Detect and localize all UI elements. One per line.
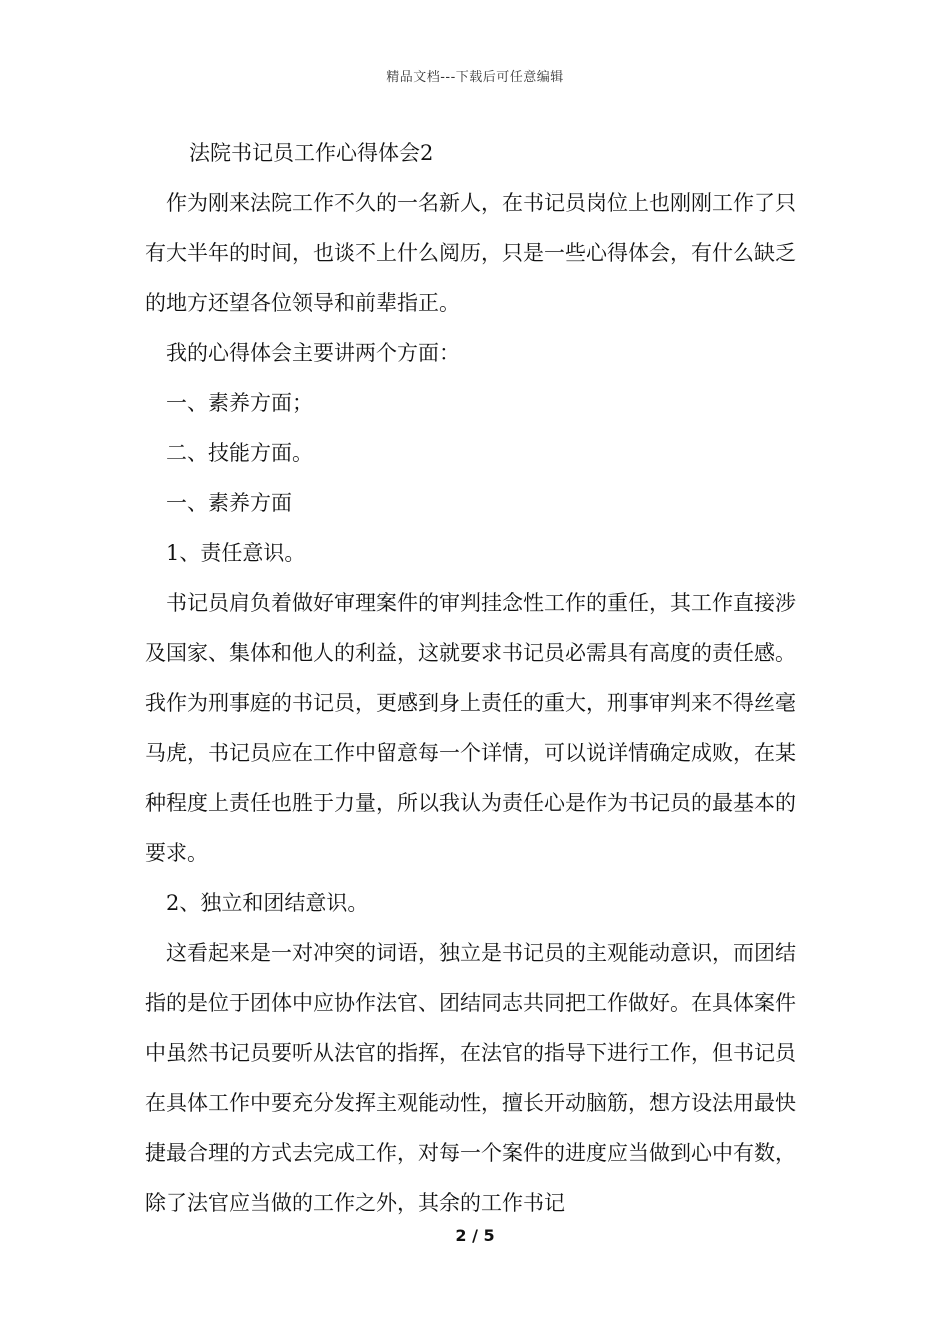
list-item-1: 一、素养方面； xyxy=(166,391,313,415)
subsection-heading-2: 2、独立和团结意识。 xyxy=(166,891,369,915)
list-item-2: 二、技能方面。 xyxy=(166,441,313,465)
subsection-heading-1: 1、责任意识。 xyxy=(166,541,306,565)
section-heading-1: 一、素养方面 xyxy=(166,491,292,515)
paragraph-intro: 作为刚来法院工作不久的一名新人，在书记员岗位上也刚刚工作了只有大半年的时间，也谈不上什么阅历，只是一些心得体会，有什么缺乏的地方还望各位领导和前辈指正。 xyxy=(145,191,796,315)
page-header: 精品文档---下载后可任意编辑 xyxy=(386,70,564,85)
paragraph-responsibility: 书记员肩负着做好审理案件的审判挂念性工作的重任，其工作直接涉及国家、集体和他人的利益，这就要求书记员必需具有高度的责任感。我作为刑事庭的书记员，更感到身上责任的重大，刑事审判来不得丝毫马虎，书记员应在工作中留意每一个详情，可以说详情确定成败，在某种程度上责任也胜于力量，所以我认为责任心是作为书记员的最基本的要求。 xyxy=(145,591,796,865)
paragraph-overview: 我的心得体会主要讲两个方面： xyxy=(166,341,460,365)
page-number: 2 / 5 xyxy=(455,1226,495,1245)
paragraph-independence-unity: 这看起来是一对冲突的词语，独立是书记员的主观能动意识，而团结指的是位于团体中应协作法官、团结同志共同把工作做好。在具体案件中虽然书记员要听从法官的指挥，在法官的指导下进行工作，但书记员在具体工作中要充分发挥主观能动性，擅长开动脑筋，想方设法用最快捷最合理的方式去完成工作，对每一个案件的进度应当做到心中有数，除了法官应当做的工作之外，其余的工作书记 xyxy=(145,941,796,1215)
document-body xyxy=(145,128,815,1228)
document-title: 法院书记员工作心得体会2 xyxy=(189,141,434,165)
